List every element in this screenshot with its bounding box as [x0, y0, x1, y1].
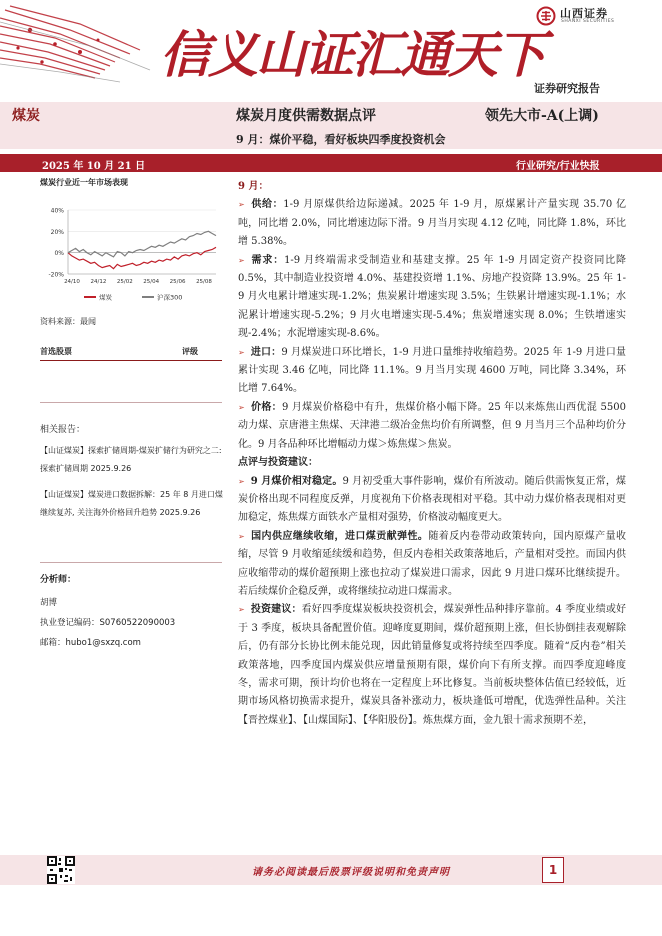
preferred-stocks-header	[40, 346, 222, 361]
arrow-bullet-icon: ➢	[238, 402, 245, 412]
arrow-bullet-icon: ➢	[238, 347, 245, 357]
bullet-label: 供给：	[250, 199, 284, 211]
report-category: 行业研究/行业快报	[516, 161, 600, 172]
bullet-label: 价格：	[250, 401, 282, 413]
report-title: 煤炭月度供需数据点评	[236, 108, 376, 124]
sector-label: 煤炭	[12, 108, 40, 124]
bullet-demand	[238, 252, 626, 344]
report-type: 证券研究报告	[534, 82, 600, 95]
arrow-bullet-icon: ➢	[238, 605, 245, 615]
chart-title: 煤炭行业近一年市场表现	[40, 178, 128, 187]
section-heading: 点评与投资建议：	[238, 457, 318, 469]
legend-label: 煤炭	[99, 293, 112, 302]
data-source: 资料来源：最闻	[40, 317, 96, 326]
bullet-comment	[238, 473, 626, 528]
bullet-label: 9 月煤价相对稳定。	[250, 475, 343, 487]
x-tick-label: 25/06	[169, 279, 186, 285]
related-report-item[interactable]: 【山证煤炭】探索扩储周期-煤炭扩储行为研究之二:探索扩储周期 2025.9.26	[40, 446, 222, 473]
bullet-text: 1-9 月终端需求受制造业和基建支撑。25 年 1-9 月固定资产投资同比降 0.5%，其中制造业投资增 4.0%、基建投资增 1.1%、房地产投资降 13.9%。25 年 1-9 月火电累计增速实现-1.2%；焦炭累计增速实现 3.5%；生铁累计增速实现-1.1%；水泥累计增速实现-5.2%；9 月火电增速实现-5.4%；焦炭增速实现 8.0%；生铁增速实现-2.4%；水泥增速实现-8.6%。	[238, 254, 626, 340]
arrow-bullet-icon: ➢	[238, 476, 245, 486]
bullet-comment	[238, 528, 626, 602]
report-subtitle: 9 月：煤价平稳，看好板块四季度投资机会	[236, 133, 446, 146]
divider	[40, 402, 222, 403]
y-tick-label: -20%	[48, 271, 64, 279]
bullet-label: 进口：	[250, 346, 282, 358]
bullet-supply	[238, 196, 626, 251]
bullet-text: 9 月煤炭进口环比增长，1-9 月进口量维持收缩趋势。2025 年 1-9 月进口量累计实现 3.46 亿吨，同比降 11.1%。9 月当月实现 4600 万吨，同比降 3.34%，环比增 7.64%。	[238, 346, 626, 395]
x-tick-label: 25/02	[116, 279, 133, 285]
bullet-text: 9 月初受重大事件影响，煤价有所波动。随后供需恢复正常，煤炭价格出现不同程度反弹，月度视角下价格表现相对平稳。其中动力煤价格表现相对更加稳定，炼焦煤方面铁水产量相对强势，价格波动幅度更大。	[238, 475, 626, 524]
analyst-email[interactable]: 邮箱：hubo1@sxzq.com	[40, 638, 141, 648]
report-date: 2025 年 10 月 21 日	[42, 161, 146, 172]
market-performance-chart	[34, 200, 222, 312]
analyst-cert: 执业登记编码：S0760522090003	[40, 618, 176, 628]
bullet-label: 投资建议：	[250, 604, 302, 616]
bullet-text: 9 月煤炭价格稳中有升，焦煤价格小幅下降。25 年以来炼焦山西优混 5500 动力煤、京唐港主焦煤、天津港二级冶金焦均价有所调整，但 9 月当月三个品种均价分化。9 月各品种环比增幅动力煤＞炼焦煤＞焦炭。	[238, 401, 627, 450]
legend-label: 沪深300	[157, 293, 183, 302]
analyst-name: 胡博	[40, 598, 58, 608]
slogan-text: 信义山证汇通天下	[160, 25, 544, 84]
arrow-bullet-icon: ➢	[238, 255, 245, 265]
qr-code-icon[interactable]	[47, 856, 75, 884]
related-reports-title: 相关报告：	[40, 425, 86, 435]
bullet-text: 1-9 月原煤供给边际递减。2025 年 1-9 月，原煤累计产量实现 35.70 亿吨，同比增 2.0%，同比增速边际下滑。9 月当月实现 4.12 亿吨，同比降 1.8%，环比增 5.38%。	[238, 199, 627, 248]
arrow-bullet-icon: ➢	[238, 531, 245, 541]
divider	[40, 562, 222, 563]
brand-name-en: SHANXI SECURITIES	[561, 19, 615, 24]
brand-name: 山西证券	[560, 7, 608, 20]
bullet-text: 看好四季度煤炭板块投资机会，煤炭弹性品种排序靠前。4 季度业绩或好于 3 季度，板块具备配置价值。迎峰度夏期间，煤价超预期上涨，但长协倒挂表观解除后，仍有部分长协比例未能兑现，因此销量修复或将持续至四季度。随着“反内卷”相关政策落地，四季度国内煤炭供应增量预期有限，煤价向下有所支撑。而四季度迎峰度冬，需求可期，预计均价也将在一定程度上环比修复。当前板块整体估值已经较低，近期市场风格切换需求提升，煤炭具备补涨动力，板块逢低可增配，优选弹性品种。关注【晋控煤业】、【山煤国际】、【华阳股份】。炼焦煤方面，金九银十需求预期不差，	[238, 604, 626, 726]
x-tick-label: 24/12	[90, 279, 107, 285]
arrow-bullet-icon: ➢	[238, 200, 245, 210]
section-heading: 9 月：	[238, 181, 269, 192]
bullet-price	[238, 399, 626, 454]
x-tick-label: 24/10	[64, 279, 80, 285]
x-tick-label: 25/04	[143, 279, 160, 285]
stock-col-header: 首选股票	[40, 347, 72, 356]
x-tick-label: 25/08	[196, 279, 212, 285]
rating-col-header: 评级	[182, 347, 198, 356]
disclaimer-text: 请务必阅读最后股票评级说明和免责声明	[252, 867, 450, 878]
y-tick-label: 0%	[54, 250, 64, 258]
page-number: 1	[542, 857, 564, 883]
bullet-import	[238, 344, 626, 399]
rating-label: 领先大市-A(上调)	[485, 108, 599, 124]
bullet-label: 需求：	[250, 254, 285, 266]
bullet-comment	[238, 601, 626, 730]
bullet-label: 国内供应继续收缩，进口煤贡献弹性。	[250, 530, 429, 542]
analyst-label: 分析师：	[40, 575, 77, 585]
report-body	[238, 178, 626, 730]
related-report-item[interactable]: 【山证煤炭】煤炭进口数据拆解：25 年 8 月进口煤继续复苏, 关注海外价格回升趋势 2025.9.26	[40, 490, 223, 517]
y-tick-label: 20%	[50, 228, 64, 236]
bullet-text: 随着反内卷带动政策转向，国内原煤产量收缩，尽管 9 月收缩延续缓和趋势，但反内卷相关政策落地后，产量相对受控。而国内供应收缩带动的煤价超预期上涨也拉动了煤炭进口需求，因此 9 月进口煤环比继续提升。若后续煤价企稳反弹，或将继续拉动进口煤需求。	[238, 530, 627, 597]
y-tick-label: 40%	[50, 207, 64, 215]
